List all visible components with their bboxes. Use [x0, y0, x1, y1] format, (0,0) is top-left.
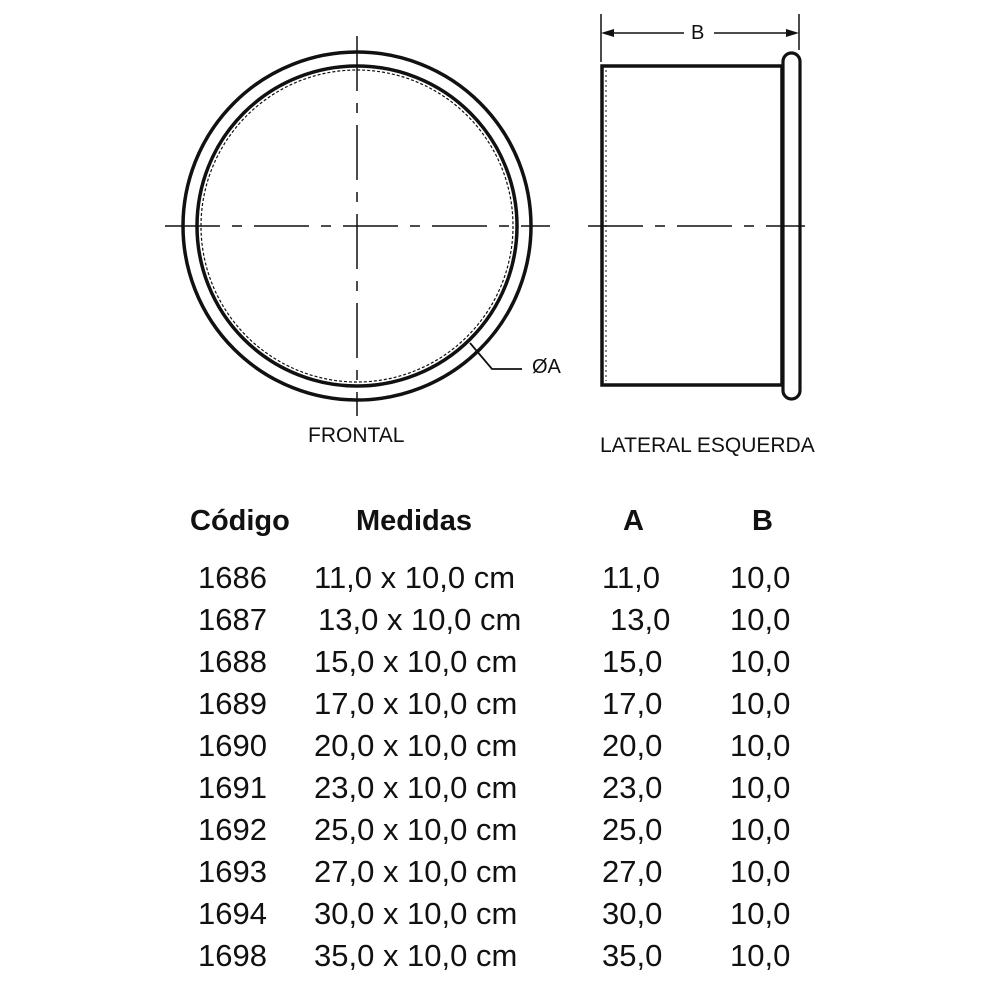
cell-code: 1687: [198, 602, 267, 637]
cell-b: 10,0: [730, 812, 791, 847]
cell-b: 10,0: [730, 854, 791, 889]
cell-measures: 23,0 x 10,0 cm: [314, 770, 518, 805]
cell-a: 30,0: [602, 896, 663, 931]
cell-a: 27,0: [602, 854, 663, 889]
cell-a: 23,0: [602, 770, 663, 805]
cell-measures: 11,0 x 10,0 cm: [314, 560, 516, 595]
lateral-view: [588, 14, 805, 399]
cell-code: 1689: [198, 686, 267, 721]
cell-a: 25,0: [602, 812, 663, 847]
cell-a: 13,0: [610, 602, 671, 637]
dimension-b-arrow-right: [786, 29, 799, 37]
cell-b: 10,0: [730, 644, 791, 679]
cell-a: 17,0: [602, 686, 663, 721]
cell-measures: 17,0 x 10,0 cm: [314, 686, 518, 721]
table-row: [0, 644, 1000, 686]
cell-measures: 30,0 x 10,0 cm: [314, 896, 518, 931]
lateral-view-label: LATERAL ESQUERDA: [600, 434, 815, 457]
cell-b: 10,0: [730, 602, 791, 637]
cell-code: 1686: [198, 560, 267, 595]
table-row: [0, 602, 1000, 644]
cell-measures: 20,0 x 10,0 cm: [314, 728, 518, 763]
dimension-a-label: ØA: [532, 356, 561, 378]
cell-a: 11,0: [602, 560, 661, 595]
table-row: [0, 854, 1000, 896]
cell-b: 10,0: [730, 896, 791, 931]
cell-b: 10,0: [730, 938, 791, 973]
cell-code: 1698: [198, 938, 267, 973]
cell-code: 1690: [198, 728, 267, 763]
frontal-view-label: FRONTAL: [308, 424, 405, 447]
cell-measures: 27,0 x 10,0 cm: [314, 854, 518, 889]
cell-b: 10,0: [730, 770, 791, 805]
cell-measures: 15,0 x 10,0 cm: [314, 644, 518, 679]
cell-code: 1693: [198, 854, 267, 889]
dimension-b-label: B: [691, 22, 705, 44]
cell-measures: 13,0 x 10,0 cm: [318, 602, 522, 637]
cell-a: 15,0: [602, 644, 663, 679]
cell-a: 20,0: [602, 728, 663, 763]
table-row: [0, 686, 1000, 728]
cell-a: 35,0: [602, 938, 663, 973]
cell-b: 10,0: [730, 728, 791, 763]
cell-measures: 35,0 x 10,0 cm: [314, 938, 518, 973]
header-a: A: [623, 505, 644, 537]
frontal-view: [165, 36, 550, 416]
table-row: [0, 938, 1000, 980]
dimension-a-leader: [470, 343, 522, 369]
cell-code: 1688: [198, 644, 267, 679]
header-code: Código: [190, 505, 290, 537]
table-row: [0, 896, 1000, 938]
table-row: [0, 812, 1000, 854]
technical-drawing: [0, 0, 1000, 480]
dimension-b-arrow-left: [601, 29, 614, 37]
header-b: B: [752, 505, 773, 537]
table-row: [0, 770, 1000, 812]
cell-code: 1692: [198, 812, 267, 847]
table-row: [0, 560, 1000, 602]
cell-b: 10,0: [730, 560, 791, 595]
cell-code: 1691: [198, 770, 267, 805]
table-row: [0, 728, 1000, 770]
cell-b: 10,0: [730, 686, 791, 721]
cell-measures: 25,0 x 10,0 cm: [314, 812, 518, 847]
header-measures: Medidas: [356, 505, 473, 537]
cell-code: 1694: [198, 896, 267, 931]
